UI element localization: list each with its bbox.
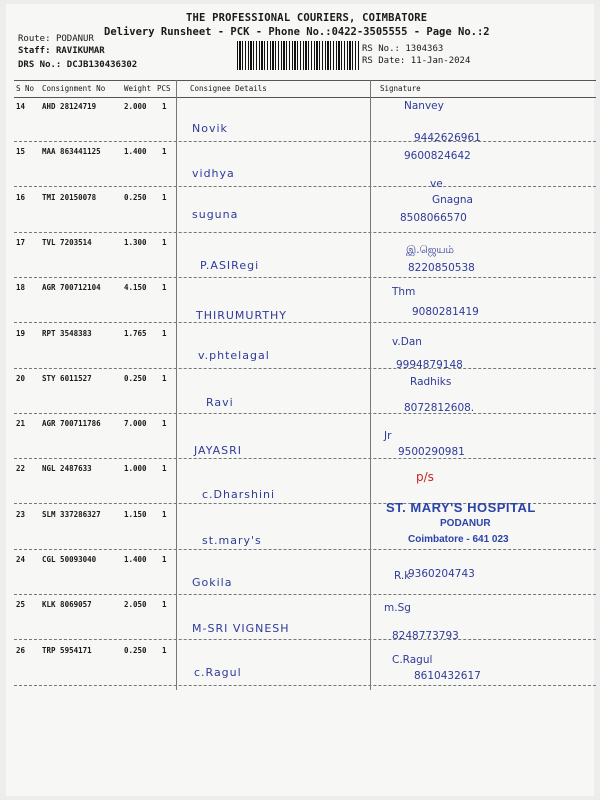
cell-sno: 14	[16, 102, 26, 111]
table-row	[14, 232, 596, 278]
table-row	[14, 549, 596, 595]
signature-phone: 8072812608.	[404, 402, 475, 414]
col-consignee: Consignee Details	[190, 84, 267, 93]
cell-pcs: 1	[162, 328, 167, 338]
rs-date-line	[362, 56, 470, 66]
cell-sno: 26	[16, 645, 26, 655]
cell-pcs: 1	[162, 192, 167, 202]
cell-weight: 0.250	[124, 373, 147, 383]
stamp-hospital-name: ST. MARY'S HOSPITAL	[386, 500, 536, 515]
signature-mark: R.k	[394, 570, 411, 582]
cell-weight: 2.050	[124, 600, 147, 610]
cell-consignment: AHD 28124719	[42, 102, 97, 111]
cell-sno: 22	[16, 464, 26, 474]
consignee-handwritten: st.mary's	[202, 534, 262, 547]
signature-mark: இ.ஜெயம்	[406, 244, 454, 256]
signature-phone: ve	[430, 178, 443, 190]
cell-consignment: AGR 700712104	[42, 283, 101, 293]
cell-consignment: MAA 863441125	[42, 147, 101, 157]
cell-consignment: TMI 20150078	[42, 192, 97, 202]
signature-mark: C.Ragul	[392, 654, 433, 666]
table-row	[14, 277, 596, 323]
runsheet-page	[6, 4, 594, 796]
rs-no-label: RS No.:	[362, 44, 400, 54]
cell-consignment: STY 6011527	[42, 373, 92, 383]
table-row	[14, 458, 596, 504]
cell-sno: 24	[16, 555, 26, 564]
consignee-handwritten: vidhya	[192, 167, 235, 180]
cell-weight: 1.000	[124, 464, 147, 474]
cell-sno: 16	[16, 192, 26, 202]
barcode	[237, 41, 359, 70]
signature-mark: Nanvey	[404, 100, 444, 112]
signature-phone: 9994879148	[396, 359, 463, 371]
cell-pcs: 1	[162, 147, 167, 157]
rs-date-value: 11-Jan-2024	[410, 56, 471, 66]
consignee-handwritten: Ravi	[206, 396, 234, 409]
consignee-handwritten: M-SRI VIGNESH	[192, 622, 290, 635]
cell-weight: 1.400	[124, 147, 147, 157]
cell-consignment: NGL 2487633	[42, 464, 92, 474]
consignee-handwritten: Gokila	[192, 576, 233, 589]
cell-sno: 20	[16, 373, 26, 383]
consignee-handwritten: v.phtelagal	[198, 349, 270, 362]
signature-mark: Thm	[392, 286, 416, 298]
signature-phone: 8220850538	[408, 262, 475, 274]
cell-consignment: TVL 7203514	[42, 237, 92, 247]
cell-pcs: 1	[162, 645, 167, 655]
cell-weight: 1.400	[124, 555, 147, 564]
cell-weight: 1.300	[124, 237, 147, 247]
cell-weight: 2.000	[124, 102, 147, 111]
cell-sno: 23	[16, 509, 26, 519]
signature-phone: 8508066570	[400, 212, 467, 224]
cell-sno: 21	[16, 419, 26, 429]
stamp-location: PODANUR	[440, 518, 491, 529]
signature-mark: p/s	[416, 470, 434, 484]
consignee-handwritten: suguna	[192, 208, 239, 221]
signature-phone: 9442626961	[414, 132, 481, 144]
cell-sno: 15	[16, 147, 26, 157]
signature-mark: 9600824642	[404, 150, 471, 162]
cell-consignment: SLM 337286327	[42, 509, 101, 519]
cell-consignment: AGR 700711786	[42, 419, 101, 429]
staff-line	[18, 46, 105, 56]
signature-phone: 8610432617	[414, 670, 481, 682]
consignee-handwritten: THIRUMURTHY	[196, 309, 288, 322]
consignee-handwritten: c.Dharshini	[202, 488, 276, 501]
cell-pcs: 1	[162, 464, 167, 474]
cell-consignment: KLK 8069057	[42, 600, 92, 610]
cell-pcs: 1	[162, 509, 167, 519]
signature-mark: Radhiks	[410, 376, 452, 388]
route-label: Route:	[18, 34, 51, 44]
col-consignment: Consignment No	[42, 84, 106, 93]
signature-phone: 9500290981	[398, 446, 465, 458]
cell-weight: 1.150	[124, 509, 147, 519]
signature-phone: 9360204743	[408, 568, 475, 580]
consignee-handwritten: P.ASIRegi	[200, 259, 260, 272]
consignee-handwritten: c.Ragul	[194, 666, 242, 679]
cell-sno: 17	[16, 237, 26, 247]
cell-sno: 18	[16, 283, 26, 293]
route-line	[18, 34, 94, 44]
rs-no-line	[362, 44, 443, 54]
consignee-handwritten: Novik	[192, 122, 228, 135]
table-row	[14, 96, 596, 142]
table-row	[14, 141, 596, 187]
cell-weight: 1.765	[124, 328, 147, 338]
cell-pcs: 1	[162, 102, 167, 111]
rs-date-label: RS Date:	[362, 56, 406, 66]
col-weight: Weight	[124, 84, 152, 93]
cell-pcs: 1	[162, 283, 167, 293]
staff-label: Staff:	[18, 46, 51, 56]
cell-weight: 4.150	[124, 283, 147, 293]
cell-pcs: 1	[162, 600, 167, 610]
table-row	[14, 413, 596, 459]
cell-consignment: TRP 5954171	[42, 645, 92, 655]
cell-sno: 25	[16, 600, 26, 610]
cell-weight: 0.250	[124, 645, 147, 655]
table-row	[14, 640, 596, 686]
rs-no-value: 1304363	[405, 44, 444, 54]
table-row	[14, 594, 596, 640]
route-value: PODANUR	[55, 34, 94, 44]
cell-weight: 7.000	[124, 419, 147, 429]
cell-consignment: CGL 50093040	[42, 555, 97, 564]
company-title: THE PROFESSIONAL COURIERS, COIMBATORE	[186, 12, 428, 24]
drs-value: DCJB130436302	[66, 60, 138, 70]
signature-mark: Jr	[384, 430, 392, 442]
cell-pcs: 1	[162, 555, 167, 564]
col-sno: S No	[16, 84, 35, 93]
signature-mark: v.Dan	[392, 336, 422, 348]
signature-mark: Gnagna	[432, 194, 473, 206]
signature-mark: m.Sg	[384, 602, 411, 614]
runsheet-subtitle: Delivery Runsheet - PCK - Phone No.:0422-3505555 - Page No.:2	[104, 26, 490, 38]
drs-line	[18, 60, 137, 70]
staff-value: RAVIKUMAR	[55, 46, 105, 56]
table-row	[14, 323, 596, 369]
cell-sno: 19	[16, 328, 26, 338]
consignee-handwritten: JAYASRI	[194, 444, 242, 457]
table-row	[14, 187, 596, 233]
col-signature: Signature	[380, 84, 421, 93]
col-pcs: PCS	[157, 84, 171, 93]
signature-phone: 8248773793	[392, 630, 459, 642]
cell-pcs: 1	[162, 237, 167, 247]
drs-label: DRS No.:	[18, 60, 62, 70]
table-row	[14, 368, 596, 414]
stamp-city: Coimbatore - 641 023	[408, 534, 509, 545]
signature-phone: 9080281419	[412, 306, 479, 318]
cell-consignment: RPT 3548383	[42, 328, 92, 338]
cell-pcs: 1	[162, 373, 167, 383]
cell-weight: 0.250	[124, 192, 147, 202]
cell-pcs: 1	[162, 419, 167, 429]
